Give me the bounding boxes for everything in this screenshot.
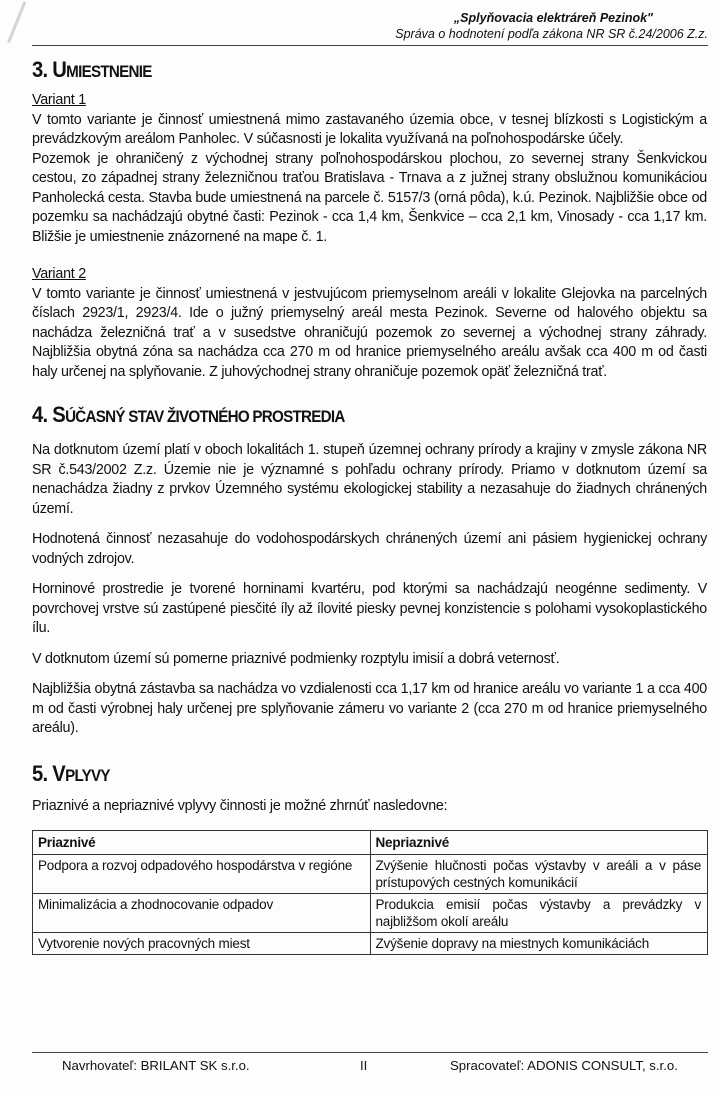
section-4-heading: 4. SÚČASNÝ STAV ŽIVOTNÉHO PROSTREDIA [32,402,345,427]
table-cell: Podpora a rozvoj odpadového hospodárstva v regióne [33,855,371,894]
column-header-favorable: Priaznivé [33,831,371,855]
table-cell: Produkcia emisií počas výstavby a prevádzky v najbližšom okolí areálu [370,894,708,933]
header-divider [32,45,708,46]
document-title: „Splyňovacia elektráreň Pezinok" [453,11,653,25]
section-4-paragraph-2: Hodnotená činnosť nezasahuje do vodohospodárskych chránených území ani pásiem hygienickej ochrany vodných zdrojov. [32,531,707,567]
document-subtitle: Správa o hodnotení podľa zákona NR SR č.24/2006 Z.z. [395,27,708,41]
table-cell: Vytvorenie nových pracovných miest [33,933,371,955]
section-4-paragraph-3: Horninové prostredie je tvorené horninami kvartéru, pod ktorými sa nachádzajú neogénne sedimenty. V povrchovej vrstve sú zastúpené piesčité íly až ílovité piesky pevnej konzistencie s polohami vysokoplastického ílu. [32,581,707,636]
scan-corner-mark [0,0,26,43]
table-row [33,855,708,894]
table-row [33,933,708,955]
table-header-row [33,831,708,855]
section-5-heading: 5. VPLYVY [32,760,110,786]
variant-1-paragraph-1: V tomto variante je činnosť umiestnená mimo zastavaného územia obce, v tesnej blízkosti s Logistickým a prevádzkovým areálom Panholec. V súčasnosti je lokalita využívaná na poľnohospodárske účely. [32,111,707,147]
section-4-paragraph-5: Najbližšia obytná zástavba sa nachádza vo vzdialenosti cca 1,17 km od hranice areálu vo variante 1 a cca 400 m od časti výrobnej haly určenej pre splyňovanie zámeru vo variante 2 (cca 270 m od hranice priemyselného areálu). [32,681,707,736]
section-5-intro: Priaznivé a nepriaznivé vplyvy činnosti je možné zhrnúť nasledovne: [32,797,448,814]
footer-processor: Spracovateľ: ADONIS CONSULT, s.r.o. [450,1058,678,1073]
section-4-paragraph-4: V dotknutom území sú pomerne priaznivé podmienky rozptylu imisií a dobrá veternosť. [32,650,560,667]
table-row [33,894,708,933]
table-cell: Minimalizácia a zhodnocovanie odpadov [33,894,371,933]
page-content [32,55,707,955]
section-4-paragraph-1: Na dotknutom území platí v oboch lokalitách 1. stupeň územnej ochrany prírody a krajiny v zmysle zákona NR SR č.543/2002 Z.z. Územie nie je významné s pohľadu ochrany prírody. Priamo v dotknutom území sa nenachádza žiadny z prvkov Územného systému ekologickej stability a nezasahuje do žiadnych chránených území. [32,442,707,517]
variant-1-paragraph-2: Pozemok je ohraničený z východnej strany poľnohospodárskou plochou, zo severnej strany Šenkvickou cestou, zo západnej strany železničnou traťou Bratislava - Trnava a z južnej strany obslužnou komunikáciou Panholecká cesta. Stavba bude umiestnená na parcele č. 5157/3 (orná pôda), k.ú. Pezinok. Najbližšie obce od pozemku sa nachádzajú obytné časti: Pezinok - cca 1,4 km, Šenkvice – cca 2,1 km, Vinosady - cca 1,17 km. Bližšie je umiestnenie znázornené na mape č. 1. [32,150,707,245]
page-number: II [360,1058,368,1073]
page-header [32,10,708,42]
variant-1-label: Variant 1 [32,92,86,108]
footer-divider [32,1052,708,1053]
table-cell: Zvýšenie hlučnosti počas výstavby v areáli a v páse prístupových cestných komunikácií [370,855,708,894]
variant-2-label: Variant 2 [32,266,86,282]
variant-2-paragraph: V tomto variante je činnosť umiestnená v jestvujúcom priemyselnom areáli v lokalite Glejovka na parcelných číslach 2923/1, 2923/4. Ide o južný priemyselný areál mesta Pezinok. Severne od halového objektu sa nachádza železničná trať a v susedstve ohraničujú pozemok zo severnej a východnej strany záhrady. Najbližšia obytná zóna sa nachádza cca 270 m od hranice priemyselného areálu avšak cca 400 m od časti haly určenej na splyňovanie. Z juhovýchodnej strany ohraničuje pozemok opäť železničná trať. [32,285,707,380]
section-3-heading: 3. UMIESTNENIE [32,57,152,82]
footer-proposer: Navrhovateľ: BRILANT SK s.r.o. [62,1058,250,1073]
column-header-unfavorable: Nepriaznivé [370,831,708,855]
impacts-table [32,830,708,955]
table-cell: Zvýšenie dopravy na miestnych komunikáciách [370,933,708,955]
